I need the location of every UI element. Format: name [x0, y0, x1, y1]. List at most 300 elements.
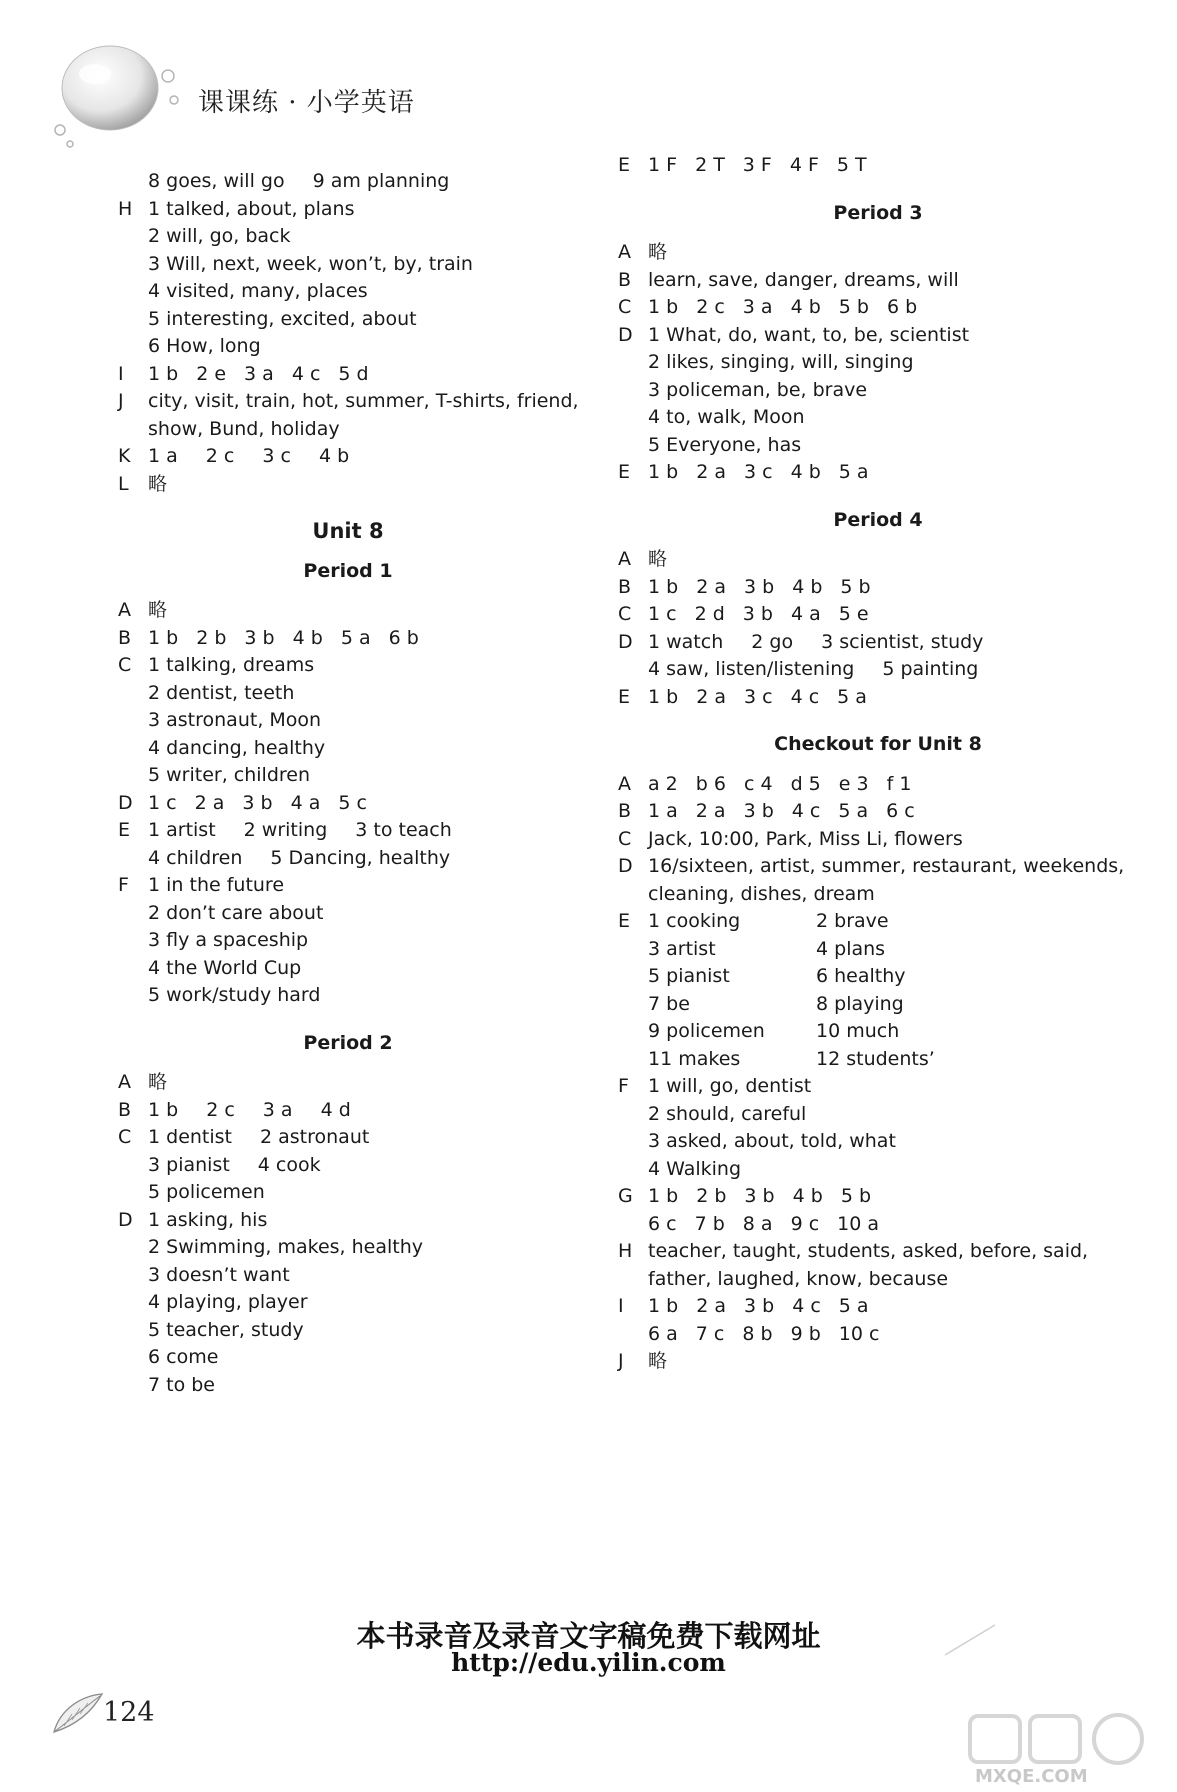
- answer-row: [618, 1046, 1138, 1074]
- answer-item: 2 writing: [243, 819, 328, 841]
- answer-item: 5 work/study hard: [148, 984, 321, 1006]
- answer-item: 2 d: [694, 603, 725, 625]
- answer-row: [118, 251, 578, 279]
- right-answer-column: [618, 152, 1138, 1376]
- answer-pair: [648, 1018, 984, 1046]
- answer-row: [118, 1069, 578, 1097]
- answer-items: [648, 881, 903, 909]
- answer-items: [648, 1348, 695, 1376]
- watermark-text: MXQE.COM: [975, 1766, 1088, 1787]
- answer-item: 7 to be: [148, 1373, 215, 1396]
- answer-item: 4 the World Cup: [148, 956, 302, 979]
- answer-item: 9 policemen: [648, 1020, 765, 1042]
- answer-item: 6 come: [148, 1346, 219, 1368]
- answer-items: [648, 1238, 1116, 1266]
- section-letter: B: [118, 626, 132, 649]
- answer-item: 2 will, go, back: [148, 225, 291, 247]
- answer-items: [148, 251, 501, 279]
- answer-item: 8 goes, will go: [148, 170, 285, 192]
- answer-item: 6 c: [648, 1212, 677, 1235]
- answer-item: 3 b: [242, 791, 273, 814]
- answer-item: 2 T: [695, 154, 725, 176]
- answer-pair: [648, 991, 984, 1019]
- spacer: [618, 227, 1138, 239]
- answer-item: 5 d: [338, 362, 369, 385]
- answer-item: 2 a: [696, 1295, 726, 1317]
- answer-items: [148, 471, 195, 499]
- answer-row: [118, 361, 578, 389]
- answer-items: [148, 680, 322, 708]
- answer-item: 5 T: [836, 154, 867, 176]
- answer-item: 1 a: [148, 445, 178, 467]
- answer-item: f 1: [886, 772, 912, 795]
- section-letter: D: [118, 791, 133, 814]
- section-letter: B: [618, 575, 632, 598]
- section-heading: Period 3: [833, 201, 923, 224]
- answer-row: [618, 574, 1138, 602]
- answer-items: [148, 900, 351, 928]
- answer-item: a 2: [648, 772, 678, 795]
- answer-pair: [648, 1046, 984, 1074]
- answer-item: 1 artist: [148, 819, 216, 841]
- section-letter: L: [118, 472, 129, 495]
- answer-items: [148, 735, 353, 763]
- answer-items: [148, 1152, 349, 1180]
- spacer: [118, 1010, 578, 1030]
- answer-items: [648, 239, 695, 267]
- section-heading: Period 2: [303, 1031, 393, 1054]
- answer-item: 5 b: [838, 296, 869, 318]
- answer-item: 3 b: [744, 1185, 775, 1207]
- answer-item: 1 F: [648, 154, 678, 176]
- answer-items: [148, 817, 480, 845]
- section-heading: Period 4: [833, 508, 923, 531]
- section-heading: Unit 8: [312, 519, 384, 543]
- answer-row: [118, 1179, 578, 1207]
- section-letter: E: [618, 910, 631, 932]
- answer-item: 3 asked, about, told, what: [648, 1130, 896, 1152]
- answer-item: 3 doesn’t want: [148, 1263, 290, 1286]
- answer-row: [618, 1321, 1138, 1349]
- answer-items: [148, 1124, 397, 1152]
- answer-item: 3 c: [262, 445, 291, 467]
- answer-item: 4 cook: [257, 1153, 321, 1176]
- answer-row: [618, 629, 1138, 657]
- answer-items: [648, 1073, 839, 1101]
- section-letter: C: [618, 827, 632, 850]
- spacer: [618, 487, 1138, 507]
- answer-item: 7 c: [695, 1322, 725, 1345]
- answer-item: 1 b: [648, 296, 679, 318]
- answer-item: 6 b: [388, 626, 419, 649]
- answer-row: [618, 601, 1138, 629]
- answer-items: [648, 1321, 897, 1349]
- answer-item: 5 a: [838, 461, 869, 483]
- answer-item: 10 much: [816, 1020, 900, 1042]
- answer-item: 3 b: [244, 626, 275, 649]
- period-heading: Period 1: [303, 559, 393, 582]
- answer-item: 1 in the future: [148, 874, 285, 896]
- section-letter: D: [118, 1208, 133, 1231]
- answer-row: [618, 991, 1138, 1019]
- answer-item: 2 a: [696, 461, 726, 483]
- answer-item: 5 teacher, study: [148, 1318, 304, 1341]
- section-letter: D: [618, 323, 633, 346]
- answer-item: 6 healthy: [816, 965, 906, 987]
- answer-row: [118, 955, 578, 983]
- answer-row: [118, 597, 578, 625]
- answer-item: 2 c: [696, 296, 725, 318]
- answer-item: 4 c: [792, 1295, 821, 1317]
- answer-row: [618, 322, 1138, 350]
- answer-item: 6 c: [886, 800, 915, 822]
- section-letter: B: [118, 1098, 132, 1121]
- answer-items: [648, 601, 887, 629]
- download-note: 本书录音及录音文字稿免费下载网址: [356, 1619, 821, 1653]
- answer-row: [118, 1124, 578, 1152]
- answer-item: 5 writer, children: [148, 764, 311, 786]
- answer-row: [118, 1152, 578, 1180]
- answer-item: 4 F: [789, 154, 819, 176]
- answer-items: [648, 798, 933, 826]
- answer-item: 10 a: [837, 1212, 879, 1235]
- download-url[interactable]: http://edu.yilin.com: [451, 1648, 726, 1677]
- answer-items: [148, 416, 368, 444]
- answer-item: 4 children: [148, 846, 243, 869]
- answer-row: [118, 900, 578, 928]
- answer-row: [118, 416, 578, 444]
- answer-items: [148, 333, 289, 361]
- answer-item: 2 a: [696, 685, 726, 708]
- section-letter: B: [618, 268, 632, 291]
- answer-items: [148, 790, 385, 818]
- section-letter: C: [618, 296, 632, 318]
- answer-row: [118, 982, 578, 1010]
- answer-item: 8 b: [742, 1322, 773, 1345]
- answer-items: [648, 404, 833, 432]
- answer-items: [648, 267, 987, 295]
- answer-item: 2 b: [696, 1185, 727, 1207]
- answer-item: 3 b: [742, 603, 773, 625]
- answer-item: 2 e: [196, 362, 227, 385]
- answer-row: [618, 294, 1138, 322]
- answer-item: 3 b: [743, 1295, 775, 1317]
- answer-item: 2 Swimming, makes, healthy: [148, 1236, 424, 1258]
- answer-item: 5 a: [340, 626, 371, 649]
- answer-item: 1 will, go, dentist: [648, 1075, 812, 1097]
- answer-row: [618, 1101, 1138, 1129]
- answer-item: 3 artist: [648, 937, 716, 960]
- answer-item: 3 scientist, study: [821, 630, 984, 653]
- answer-items: [148, 652, 342, 680]
- section-letter: A: [618, 548, 631, 570]
- answer-items: [648, 1156, 769, 1184]
- answer-row: [618, 936, 1138, 964]
- answer-item: 5 e: [838, 603, 869, 625]
- answer-item: 4 c: [291, 362, 321, 385]
- answer-item: 5 interesting, excited, about: [148, 307, 417, 330]
- spacer: [618, 759, 1138, 771]
- answer-row: [118, 1234, 578, 1262]
- answer-item: 1 c: [648, 603, 677, 625]
- answer-item: 7 be: [648, 992, 690, 1015]
- answer-row: [118, 845, 578, 873]
- answer-items: [148, 597, 195, 625]
- answer-item: 1 dentist: [148, 1126, 232, 1148]
- section-letter: J: [618, 1350, 624, 1372]
- answer-row: [618, 349, 1138, 377]
- left-answer-column: [118, 168, 578, 1399]
- answer-item: 5 c: [338, 791, 367, 814]
- spacer: [118, 498, 578, 518]
- answer-row: [118, 1097, 578, 1125]
- answer-item: 10 c: [838, 1322, 880, 1345]
- answer-items: [648, 1211, 897, 1239]
- answer-row: [618, 1156, 1138, 1184]
- answer-item: 1 talking, dreams: [148, 654, 315, 676]
- answer-items: [148, 388, 607, 416]
- answer-item: 5 pianist: [648, 965, 730, 987]
- spacer: [118, 1057, 578, 1069]
- answer-row: [618, 459, 1138, 487]
- section-letter: E: [618, 461, 631, 483]
- answer-item: 2 likes, singing, will, singing: [648, 351, 914, 373]
- section-letter: A: [618, 241, 631, 263]
- answer-row: [118, 1262, 578, 1290]
- answer-pair: [648, 963, 984, 991]
- answer-item: 9 b: [790, 1322, 821, 1345]
- answer-item: b 6: [695, 772, 726, 795]
- spacer: [618, 711, 1138, 731]
- answer-item: 2 should, careful: [648, 1102, 807, 1125]
- answer-row: [618, 1211, 1138, 1239]
- answer-row: [618, 1348, 1138, 1376]
- answer-item: 1 b: [648, 461, 679, 483]
- answer-item: 1 a: [648, 800, 678, 822]
- answer-item: 1 talked, about, plans: [148, 197, 355, 220]
- answer-item: 5 b: [840, 575, 871, 598]
- answer-row: [118, 652, 578, 680]
- answer-row: [118, 333, 578, 361]
- answer-items: [148, 278, 396, 306]
- answer-item: 1 b: [148, 626, 179, 649]
- answer-row: [118, 1317, 578, 1345]
- answer-row: [618, 908, 1138, 936]
- answer-item: 3 c: [743, 461, 773, 483]
- answer-item: 11 makes: [648, 1047, 741, 1070]
- answer-row: [118, 625, 578, 653]
- answer-item: 5 a: [838, 1295, 869, 1317]
- section-letter: C: [118, 654, 132, 676]
- section-letter: C: [618, 603, 632, 625]
- answer-item: d 5: [790, 772, 821, 795]
- answer-item: 4 b: [790, 296, 821, 318]
- answer-item: 4 c: [790, 685, 820, 708]
- answer-item: e 3: [838, 772, 869, 795]
- section-letter: J: [118, 390, 124, 412]
- answer-items: [648, 459, 887, 487]
- answer-row: [618, 771, 1138, 799]
- spacer: [618, 180, 1138, 200]
- answer-row: [618, 1073, 1138, 1101]
- answer-item: cleaning, dishes, dream: [648, 882, 875, 905]
- answer-row: [618, 798, 1138, 826]
- answer-row: [118, 735, 578, 763]
- answer-items: [148, 361, 387, 389]
- answer-row: [618, 826, 1138, 854]
- answer-item: 1 c: [148, 791, 177, 814]
- answer-row: [618, 1293, 1138, 1321]
- answer-item: 2 c: [206, 1098, 235, 1121]
- answer-items: [148, 1289, 336, 1317]
- answer-items: [148, 1207, 295, 1235]
- answer-items: [148, 955, 329, 983]
- answer-item: 7 b: [694, 1212, 725, 1235]
- answer-item: father, laughed, know, because: [648, 1267, 949, 1290]
- answer-items: [148, 1097, 379, 1125]
- answer-items: [148, 1372, 243, 1400]
- answer-item: 1 cooking: [648, 910, 741, 932]
- answer-item: 4 dancing, healthy: [148, 736, 326, 759]
- answer-items: [148, 443, 377, 471]
- answer-items: [648, 349, 942, 377]
- answer-item: learn, save, danger, dreams, will: [648, 268, 959, 291]
- section-letter: K: [118, 445, 131, 467]
- answer-item: 3 c: [743, 685, 773, 708]
- series-title: 课课练 · 小学英语: [198, 88, 415, 118]
- spacer: [118, 585, 578, 597]
- answer-row: [118, 680, 578, 708]
- answer-items: [148, 1317, 332, 1345]
- answer-row: [118, 1207, 578, 1235]
- section-letter: D: [618, 855, 633, 877]
- answer-item: 略: [148, 472, 168, 495]
- section-letter: E: [618, 685, 631, 708]
- answer-item: 9 c: [790, 1212, 820, 1235]
- answer-items: [148, 927, 336, 955]
- answer-item: 略: [648, 548, 668, 570]
- section-letter: G: [618, 1185, 633, 1207]
- answer-items: [148, 306, 445, 334]
- answer-row: [618, 1238, 1138, 1266]
- section-letter: F: [618, 1075, 629, 1097]
- answer-row: [618, 1128, 1138, 1156]
- answer-items: [148, 872, 312, 900]
- answer-item: 5 Dancing, healthy: [270, 846, 451, 869]
- answer-row: [118, 223, 578, 251]
- answer-row: [118, 196, 578, 224]
- answer-item: 5 painting: [882, 658, 979, 680]
- answer-row: [618, 1266, 1138, 1294]
- answer-item: 3 a: [742, 296, 773, 318]
- answer-item: 1 asking, his: [148, 1208, 268, 1231]
- answer-item: 9 am planning: [312, 170, 450, 192]
- answer-item: 3 policeman, be, brave: [648, 378, 868, 401]
- answer-item: teacher, taught, students, asked, before, said,: [648, 1240, 1089, 1262]
- answer-item: 4 d: [320, 1098, 351, 1121]
- answer-item: 4 b: [318, 445, 350, 467]
- answer-items: [648, 574, 889, 602]
- spacer: [118, 546, 578, 558]
- answer-item: 略: [148, 1071, 168, 1093]
- answer-items: [148, 845, 478, 873]
- section-letter: I: [618, 1295, 624, 1317]
- answer-item: 3 fly a spaceship: [148, 929, 309, 951]
- answer-row: [618, 377, 1138, 405]
- answer-row: [118, 1372, 578, 1400]
- answer-items: [148, 982, 348, 1010]
- answer-item: 4 b: [792, 1185, 823, 1207]
- answer-items: [648, 1183, 889, 1211]
- leaf-icon: [50, 1690, 106, 1736]
- answer-items: [648, 853, 1152, 881]
- answer-row: [618, 239, 1138, 267]
- answer-items: [148, 1234, 451, 1262]
- answer-row: [118, 762, 578, 790]
- answer-item: Jack, 10:00, Park, Miss Li, flowers: [648, 827, 963, 850]
- answer-item: 3 b: [743, 575, 775, 598]
- answer-items: [648, 684, 885, 712]
- page-number: 124: [103, 1697, 155, 1728]
- answer-item: 12 students’: [816, 1047, 935, 1070]
- answer-item: 4 c: [791, 800, 821, 822]
- answer-row: [618, 1183, 1138, 1211]
- answer-row: [118, 927, 578, 955]
- section-letter: I: [118, 362, 124, 385]
- section-letter: C: [118, 1126, 132, 1148]
- section-letter: F: [118, 874, 129, 896]
- answer-item: 4 b: [792, 575, 823, 598]
- answer-item: 4 saw, listen/listening: [648, 658, 855, 680]
- section-letter: H: [618, 1240, 633, 1262]
- answer-row: [118, 306, 578, 334]
- answer-row: [118, 872, 578, 900]
- answer-items: [148, 1344, 246, 1372]
- answer-items: [648, 1128, 924, 1156]
- answer-item: 4 playing, player: [148, 1291, 308, 1313]
- answer-item: 2 brave: [816, 910, 889, 932]
- answer-row: [618, 546, 1138, 574]
- answer-items: [648, 826, 991, 854]
- answer-items: [648, 629, 1011, 657]
- answer-item: city, visit, train, hot, summer, T-shirts, friend,: [148, 390, 579, 412]
- answer-item: 3 b: [743, 800, 774, 822]
- section-letter: A: [118, 1071, 131, 1093]
- answer-items: [648, 294, 935, 322]
- answer-items: [148, 1262, 318, 1290]
- answer-pair: [648, 908, 984, 936]
- answer-item: 3 pianist: [148, 1153, 230, 1176]
- answer-items: [148, 1069, 195, 1097]
- answer-item: 5 a: [837, 685, 867, 708]
- answer-items: [648, 432, 829, 460]
- answer-row: [118, 1344, 578, 1372]
- answer-row: [618, 152, 1138, 180]
- answer-item: 1 b: [148, 1098, 179, 1121]
- answer-row: [618, 432, 1138, 460]
- answer-row: [618, 404, 1138, 432]
- answer-item: 4 b: [292, 626, 323, 649]
- answer-item: 略: [648, 1350, 668, 1372]
- answer-items: [648, 546, 695, 574]
- spacer: [618, 534, 1138, 546]
- answer-item: 1 b: [148, 362, 179, 385]
- answer-item: 3 a: [244, 362, 274, 385]
- answer-item: 4 to, walk, Moon: [648, 406, 805, 428]
- answer-item: 8 playing: [816, 992, 904, 1015]
- answer-item: 5 policemen: [148, 1181, 265, 1203]
- answer-item: 1 b: [648, 575, 679, 598]
